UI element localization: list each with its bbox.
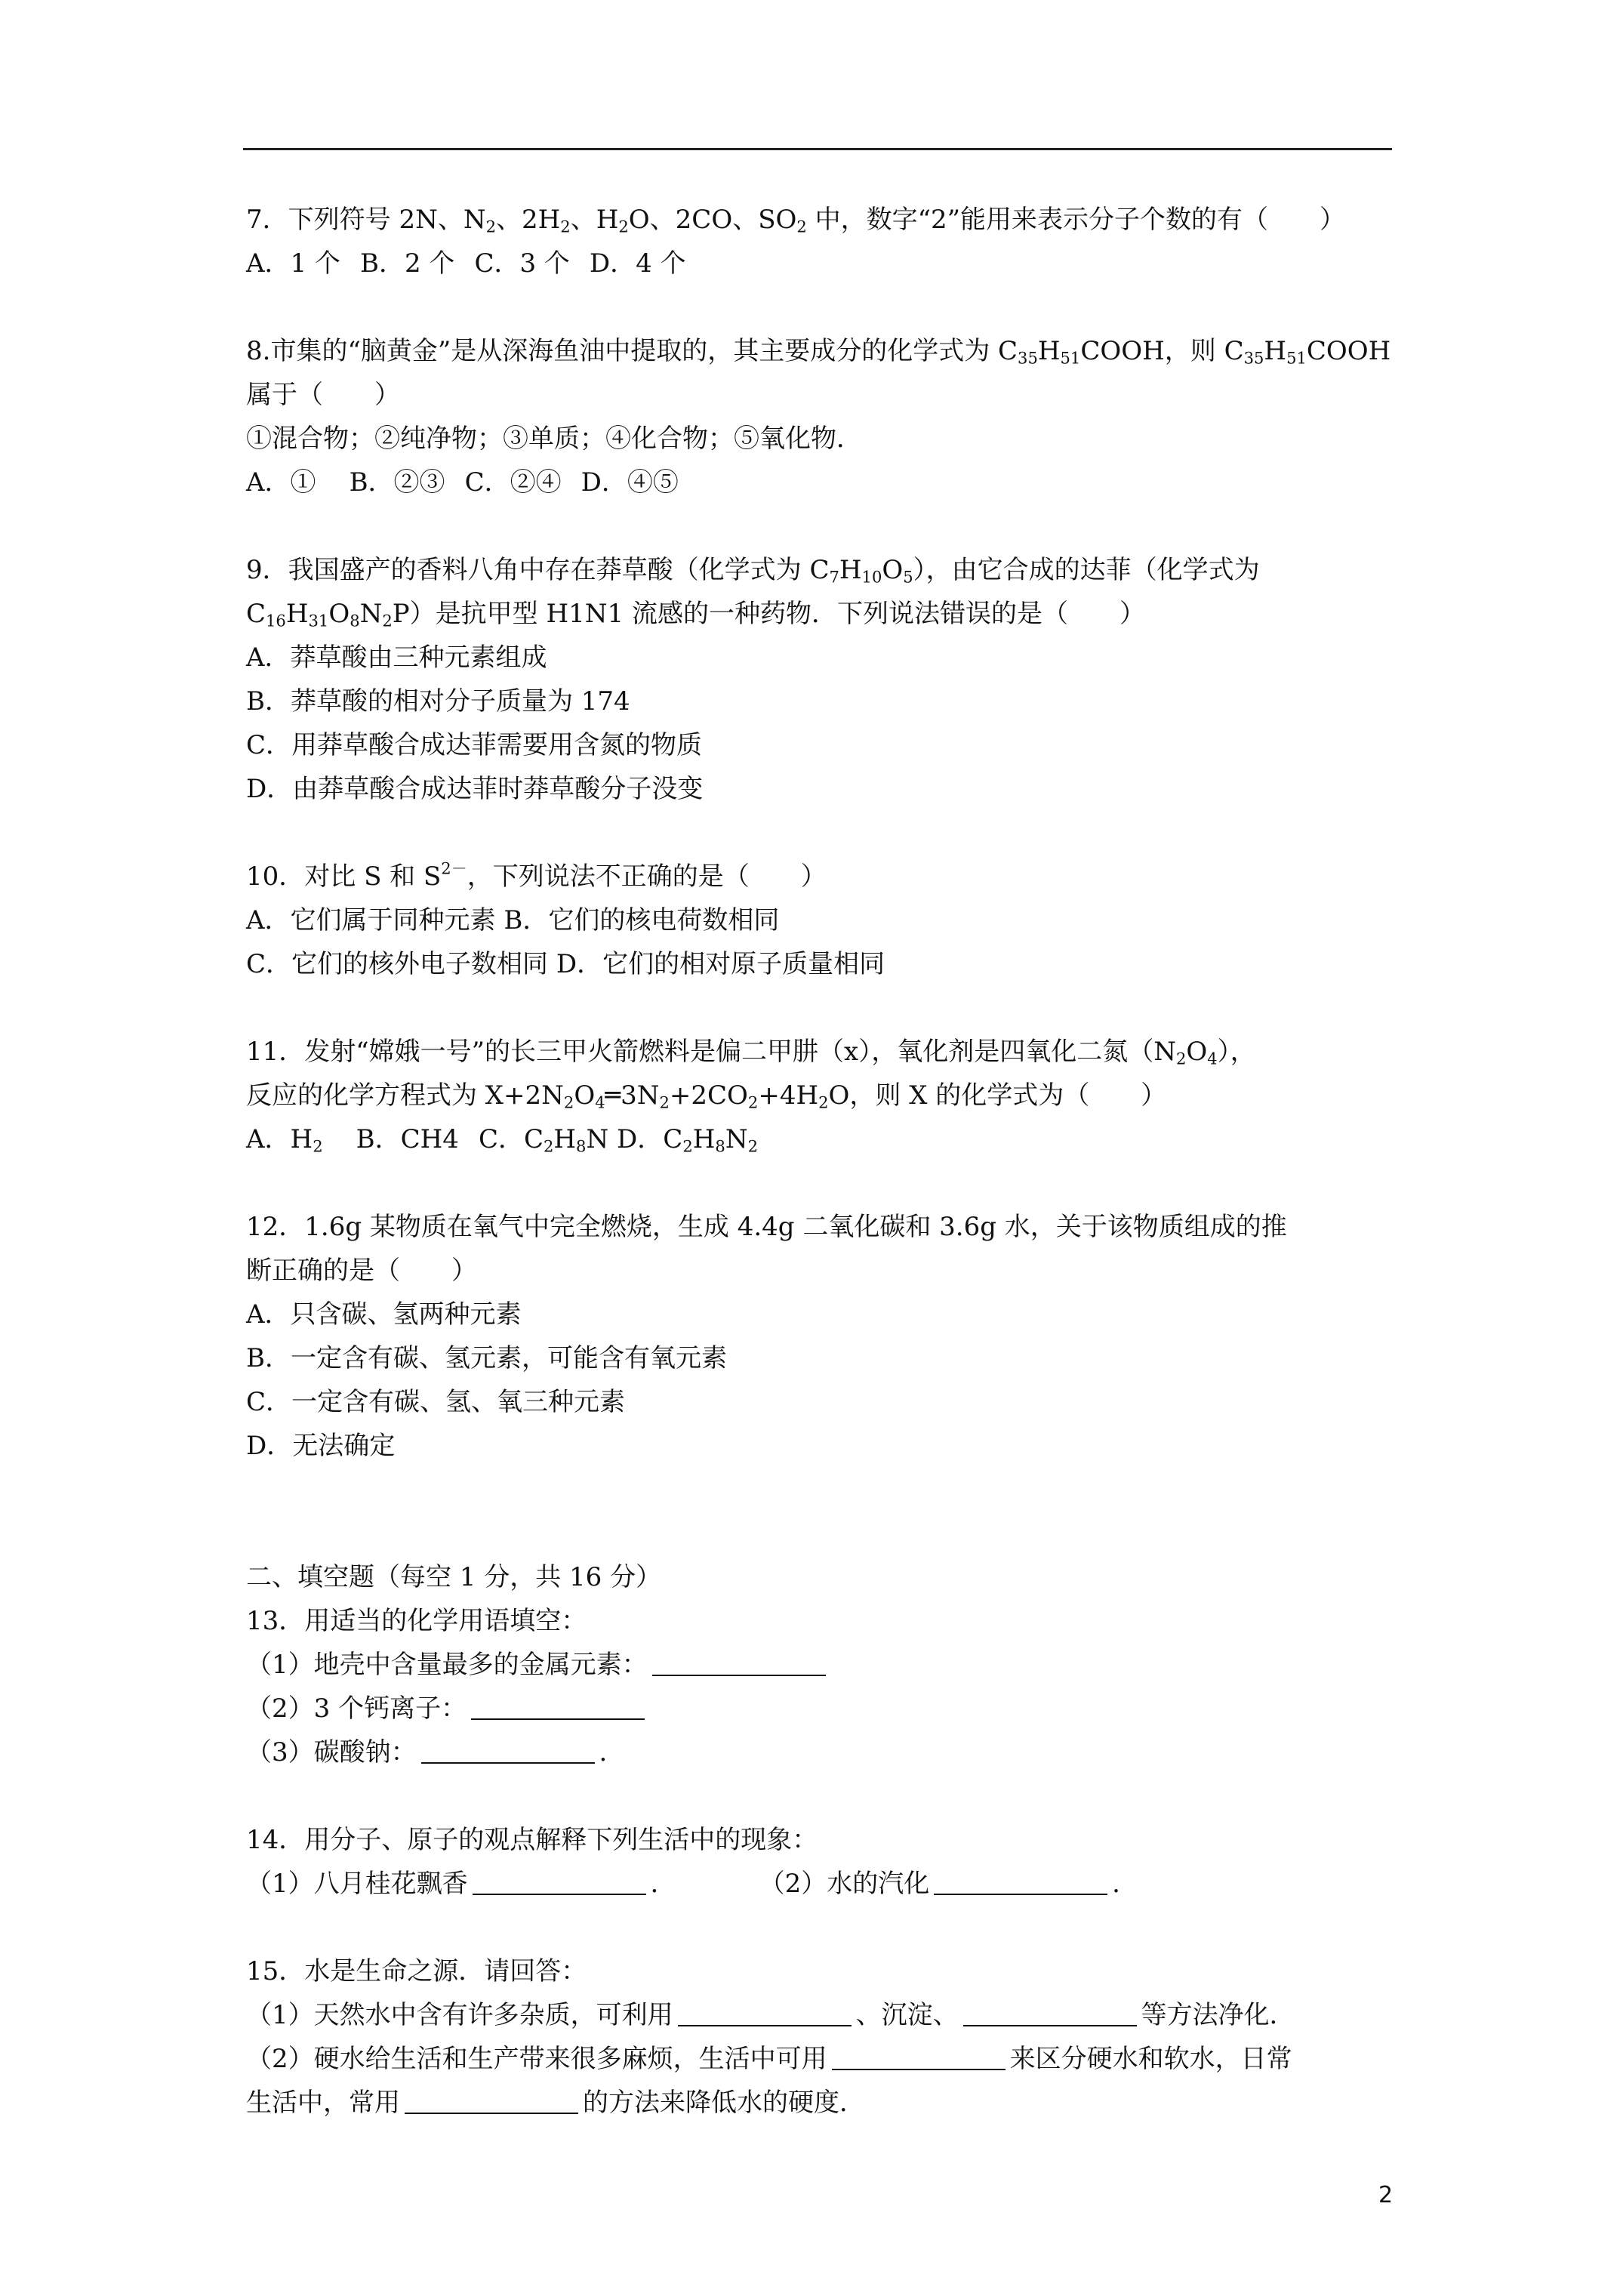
option-c-d: C．$C_2H_8N$ D．$C_2H_8N_2$ — [478, 1124, 758, 1156]
option-a: A．莽草酸由三种元素组成 — [246, 643, 547, 673]
section-2-heading: 二、填空题（每空 1 分，共 16 分） — [246, 1562, 662, 1592]
answer-blank — [963, 1999, 1137, 2026]
option-d: D．无法确定 — [246, 1431, 396, 1461]
question-12-stem: 12．1.6g 某物质在氧气中完全燃烧，生成 4.4g 二氧化碳和 3.6g 水，关于该物质组成的推 — [246, 1212, 1287, 1242]
option-c: C．用莽草酸合成达菲需要用含氮的物质 — [246, 730, 703, 760]
question-8-options — [246, 461, 1394, 504]
option-c: C．3 个 — [474, 248, 570, 279]
question-7-options — [246, 242, 1394, 285]
option-a: A．1 个 — [246, 248, 340, 279]
question-15-item-2-cont: 生活中，常用 的方法来降低水的硬度． — [246, 2088, 865, 2118]
question-14-stem: 14．用分子、原子的观点解释下列生活中的现象： — [246, 1825, 818, 1855]
page-number: 2 — [1378, 2182, 1394, 2208]
answer-blank — [473, 1868, 646, 1895]
question-11-stem: 11．发射“嫦娥一号”的长三甲火箭燃料是偏二甲肼（x），氧化剂是四氧化二氮$(N_2O_4)$， — [246, 1037, 1256, 1068]
question-13-item-3: （3）碳酸钠： ． — [246, 1737, 625, 1767]
question-8-choices: ①混合物；②纯净物；③单质；④化合物；⑤氧化物． — [246, 424, 862, 454]
option-c: C．一定含有碳、氢、氧三种元素 — [246, 1387, 626, 1417]
option-a: A．只含碳、氢两种元素 — [246, 1299, 522, 1330]
option-b: B．一定含有碳、氢元素，可能含有氧元素 — [246, 1343, 727, 1373]
question-15-item-2: （2）硬水给生活和生产带来很多麻烦，生活中可用 来区分硬水和软水，日常 — [246, 2044, 1292, 2074]
answer-blank — [652, 1649, 826, 1676]
question-12-stem-2: 断正确的是（ ） — [246, 1256, 477, 1286]
option-b: B．②③ — [349, 467, 445, 498]
option-c: C．②④ — [464, 467, 562, 498]
option-a: A．① — [246, 467, 316, 498]
question-8-stem: 8.市集的“脑黄金”是从深海鱼油中提取的，其主要成分的化学式为 $C_{35}H_{51}COOH$，则 $C_{35}H_{51}COOH$ — [246, 336, 1391, 368]
answer-blank — [832, 2043, 1006, 2070]
question-11-equation: 反应的化学方程式为 $X+2N_2O_4═3N_2+2CO_2+4H_2O$，则 X 的化学式为（ ） — [246, 1080, 1167, 1112]
header-rule — [243, 148, 1392, 150]
question-7-stem: 7．下列符号 2N、$N_2$、$2H_2$、$H_2O$、2CO、$SO_2$ 中，数字“2”能用来表示分子个数的有（ ） — [246, 205, 1345, 236]
question-9-stem-2: $C_{16}H_{31}O_8N_2P$）是抗甲型 H1N1 流感的一种药物．下列说法错误的是（ ） — [246, 599, 1145, 630]
question-9-stem: 9．我国盛产的香料八角中存在莽草酸（化学式为 $C_7H_{10}O_5$），由它合成的达菲（化学式为 — [246, 555, 1260, 587]
answer-blank — [934, 1868, 1107, 1895]
question-15-stem: 15．水是生命之源．请回答： — [246, 1956, 587, 1986]
answer-blank — [405, 2087, 578, 2114]
question-11-options — [246, 1117, 1394, 1161]
page-content — [246, 198, 1394, 2125]
answer-blank — [678, 1999, 852, 2026]
question-13-item-2: （2）3 个钙离子： — [246, 1687, 1394, 1730]
question-13-stem: 13．用适当的化学用语填空： — [246, 1606, 587, 1636]
option-a: A．$H_2$ — [246, 1124, 323, 1156]
question-10-options-ab: A．它们属于同种元素 B．它们的核电荷数相同 — [246, 905, 780, 935]
question-10-options-cd: C．它们的核外电子数相同 D．它们的相对原子质量相同 — [246, 949, 885, 979]
option-d: D．由莽草酸合成达菲时莽草酸分子没变 — [246, 774, 704, 804]
question-15-item-1: （1）天然水中含有许多杂质，可利用 、沉淀、 等方法净化． — [246, 2000, 1295, 2030]
answer-blank — [471, 1693, 645, 1720]
answer-blank — [421, 1737, 595, 1764]
option-b: B．CH4 — [356, 1124, 459, 1154]
option-d: D．④⑤ — [581, 467, 679, 498]
option-d: D．4 个 — [589, 248, 686, 279]
option-b: B．2 个 — [360, 248, 455, 279]
option-b: B．莽草酸的相对分子质量为 174 — [246, 686, 630, 717]
question-8-stem-2: 属于（ ） — [246, 380, 400, 410]
question-10-stem: 10．对比 S 和 $S^{2-}$，下列说法不正确的是（ ） — [246, 858, 827, 892]
question-13-item-1: （1）地壳中含量最多的金属元素： — [246, 1643, 1394, 1687]
question-14-items: （1）八月桂花飘香 ． （2）水的汽化 ． — [246, 1869, 1138, 1899]
